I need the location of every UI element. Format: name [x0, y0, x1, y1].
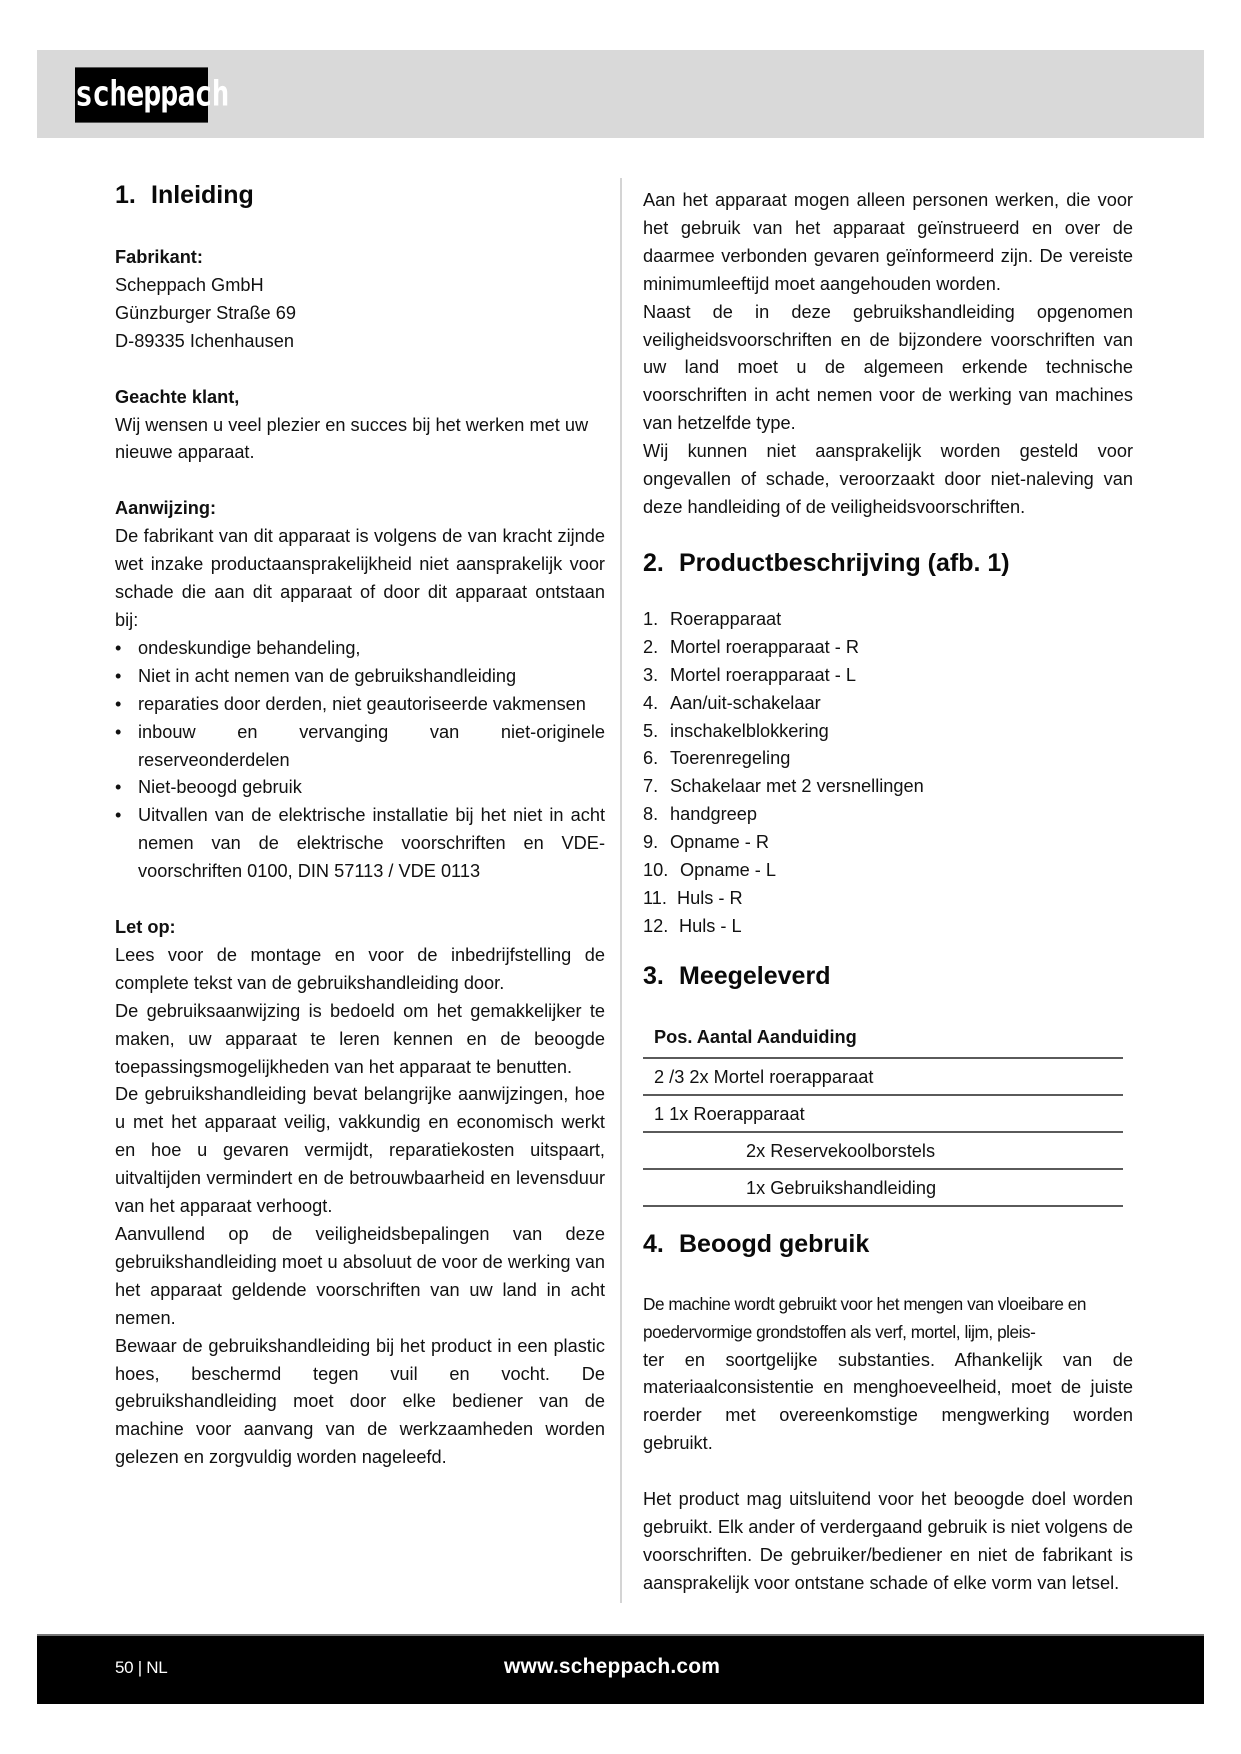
manufacturer-name: Scheppach GmbH: [115, 274, 264, 295]
part-item: 12. Huls - L: [643, 915, 742, 936]
column-divider: [620, 178, 622, 1603]
notice-text: De fabrikant van dit apparaat is volgens de van kracht zijnde wet inzake productaansprakelijkheid niet aansprakelijk voor schade die aan dit apparaat of door dit apparaat ontstaan bij:: [115, 526, 605, 630]
section-title: Meegeleverd: [679, 961, 831, 990]
intended-use-liability-paragraph: Het product mag uitsluitend voor het beoogde doel worden gebruikt. Elk ander of verdergaand gebruik is niet volgens de voorschriften. De gebruiker/bediener en niet de fabrikant is aansprakelijk voor ontstane schade of elke vorm van letsel.: [643, 1489, 1133, 1593]
caution-paragraph: Bewaar de gebruikshandleiding bij het product in een plastic hoes, beschermd tegen vuil en vocht. De gebruikshandleiding moet door elke bediener van de machine voor aanvang van de werkzaamheden worden gelezen en zorgvuldig worden nageleefd.: [115, 1335, 605, 1468]
caution-paragraph: De gebruikshandleiding bevat belangrijke aanwijzingen, hoe u met het apparaat veilig, vakkundig en economisch werkt en hoe u gevaren vermijdt, reparatiekosten uitspaart, uitvaltijden vermindert en de betrouwbaarheid en levensduur van het apparaat verhoogt.: [115, 1084, 605, 1217]
section-heading-beoogd-gebruik: [643, 1229, 1133, 1259]
part-item: 8. handgreep: [643, 804, 757, 825]
section-title: Productbeschrijving (afb. 1): [679, 548, 1010, 577]
caution-label: Let op:: [115, 917, 176, 938]
bullet-item: • Uitvallen van de elektrische installatie bij het niet in acht nemen van de elektrische voorschriften en VDE-voorschriften 0100, DIN 57113 / VDE 0113: [115, 802, 605, 886]
caution-paragraph: De gebruiksaanwijzing is bedoeld om het gemakkelijker te maken, uw apparaat te leren kennen en de beoogde toepassingsmogelijkheden van het apparaat te benutten.: [115, 1000, 605, 1077]
manufacturer-city: D-89335 Ichenhausen: [115, 330, 294, 351]
website-link[interactable]: www.scheppach.com: [504, 1655, 721, 1678]
part-item: 11. Huls - R: [643, 887, 743, 908]
bullet-item: • inbouw en vervanging van niet-originele reserveonderdelen: [115, 719, 605, 775]
part-item: 9. Opname - R: [643, 832, 770, 853]
section-title: Beoogd gebruik: [679, 1229, 870, 1258]
bullet-item: • Niet-beoogd gebruik: [115, 774, 605, 802]
part-item: 2. Mortel roerapparaat - R: [643, 636, 860, 657]
notice-label: Aanwijzing:: [115, 498, 217, 519]
table-row: 2x Reservekoolborstels: [643, 1133, 1123, 1170]
bullet-item: • ondeskundige behandeling,: [115, 635, 605, 663]
table-row: 1 1x Roerapparaat: [643, 1096, 1123, 1133]
intended-use-paragraph: ter en soortgelijke substanties. Afhankelijk van de materiaalconsistentie en menghoeveelheid, moet de juiste roerder met overeenkomstige mengwerking worden gebruikt.: [643, 1349, 1133, 1454]
part-item: 4. Aan/uit-schakelaar: [643, 692, 821, 713]
bullet-item: • reparaties door derden, niet geautoriseerde vakmensen: [115, 691, 605, 719]
greeting-text: Wij wensen u veel plezier en succes bij het werken met uw nieuwe apparaat.: [115, 414, 589, 463]
table-header: Pos. Aantal Aanduiding: [643, 1017, 1123, 1059]
caution-paragraph: Lees voor de montage en voor de inbedrijfstelling de complete tekst van de gebruikshandleiding door.: [115, 944, 605, 993]
notice-bullet-list: [115, 635, 605, 886]
part-item: 6. Toerenregeling: [643, 748, 791, 769]
section-heading-inleiding: [115, 180, 605, 210]
section-number: 2.: [643, 548, 664, 577]
parts-list: [643, 606, 1133, 941]
scheppach-logo: scheppach: [75, 67, 208, 122]
part-item: 7. Schakelaar met 2 versnellingen: [643, 776, 924, 797]
section-title: Inleiding: [151, 181, 254, 209]
part-item: 1. Roerapparaat: [643, 608, 782, 629]
section-heading-productbeschrijving: [643, 548, 1133, 578]
caution-paragraph: Aanvullend op de veiligheidsbepalingen van deze gebruikshandleiding moet u absoluut de voor de werking van het apparaat geldende voorschriften van uw land in acht nemen.: [115, 1224, 605, 1328]
part-item: 10. Opname - L: [643, 860, 777, 881]
page-number: 50 | NL: [115, 1658, 168, 1677]
table-row: 2 /3 2x Mortel roerapparaat: [643, 1059, 1123, 1096]
part-item: 3. Mortel roerapparaat - L: [643, 664, 857, 685]
intro-paragraph: Wij kunnen niet aansprakelijk worden gesteld voor ongevallen of schade, veroorzaakt door niet-naleving van deze handleiding of de veiligheidsvoorschriften.: [643, 441, 1133, 517]
section-heading-meegeleverd: [643, 961, 1133, 991]
bullet-item: • Niet in acht nemen van de gebruikshandleiding: [115, 663, 605, 691]
right-column: [643, 187, 1133, 1598]
intro-paragraph: Aan het apparaat mogen alleen personen werken, die voor het gebruik van het apparaat geïnstrueerd en over de daarmee verbonden gevaren geïnformeerd zijn. De vereiste minimumleeftijd moet aangehouden worden.: [643, 190, 1133, 294]
table-row: 1x Gebruikshandleiding: [643, 1170, 1123, 1207]
manufacturer-street: Günzburger Straße 69: [115, 302, 296, 323]
left-column: [115, 180, 605, 1472]
intro-paragraph: Naast de in deze gebruikshandleiding opgenomen veiligheidsvoorschriften en de bijzondere voorschriften van uw land moet u de algemeen erkende technische voorschriften in acht nemen voor de werking van machines van hetzelfde type.: [643, 301, 1133, 434]
greeting-label: Geachte klant,: [115, 386, 240, 407]
section-number: 1.: [115, 181, 136, 209]
page-footer: [37, 1636, 1204, 1704]
section-number: 3.: [643, 961, 664, 990]
manufacturer-label: Fabrikant:: [115, 247, 203, 267]
intended-use-paragraph-condensed: De machine wordt gebruikt voor het mengen van vloeibare en poedervormige grondstoffen als verf, mortel, lijm, pleis-: [643, 1293, 1087, 1342]
section-number: 4.: [643, 1229, 664, 1258]
supplied-items-table: [643, 1017, 1123, 1207]
part-item: 5. inschakelblokkering: [643, 720, 829, 741]
